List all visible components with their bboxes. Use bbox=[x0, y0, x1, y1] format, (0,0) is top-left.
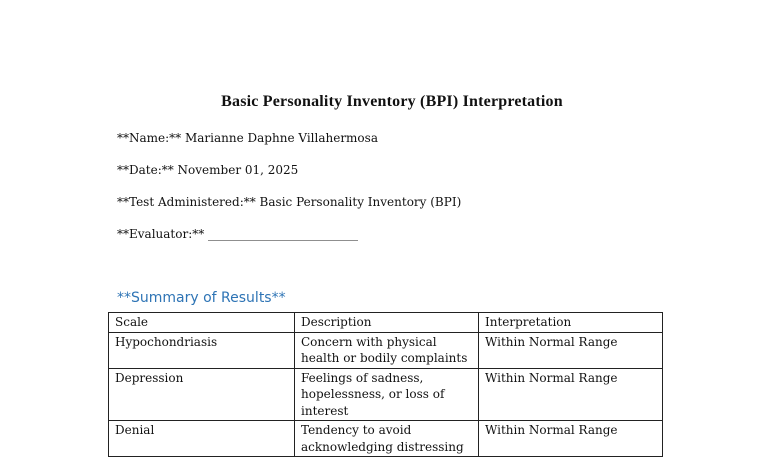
header-scale: Scale bbox=[109, 313, 295, 333]
results-table bbox=[108, 312, 663, 457]
evaluator-field: **Evaluator:** _________________________ bbox=[117, 227, 359, 241]
summary-of-results-heading: **Summary of Results** bbox=[117, 290, 286, 306]
header-description: Description bbox=[295, 313, 479, 333]
table-row bbox=[109, 332, 663, 368]
table-row bbox=[109, 368, 663, 421]
scale-cell: Denial bbox=[109, 421, 295, 457]
table-row bbox=[109, 421, 663, 457]
scale-cell: Hypochondriasis bbox=[109, 332, 295, 368]
interpretation-cell: Within Normal Range bbox=[479, 332, 663, 368]
header-interpretation: Interpretation bbox=[479, 313, 663, 333]
table-header-row bbox=[109, 313, 663, 333]
scale-cell: Depression bbox=[109, 368, 295, 421]
test-administered-field: **Test Administered:** Basic Personality Inventory (BPI) bbox=[117, 195, 462, 209]
description-cell: Tendency to avoid acknowledging distressing bbox=[295, 421, 479, 457]
interpretation-cell: Within Normal Range bbox=[479, 368, 663, 421]
description-cell: Feelings of sadness, hopelessness, or loss of interest bbox=[295, 368, 479, 421]
date-field: **Date:** November 01, 2025 bbox=[117, 163, 299, 177]
description-cell: Concern with physical health or bodily complaints bbox=[295, 332, 479, 368]
interpretation-cell: Within Normal Range bbox=[479, 421, 663, 457]
name-field: **Name:** Marianne Daphne Villahermosa bbox=[117, 131, 378, 145]
document-title: Basic Personality Inventory (BPI) Interpretation bbox=[221, 93, 563, 110]
